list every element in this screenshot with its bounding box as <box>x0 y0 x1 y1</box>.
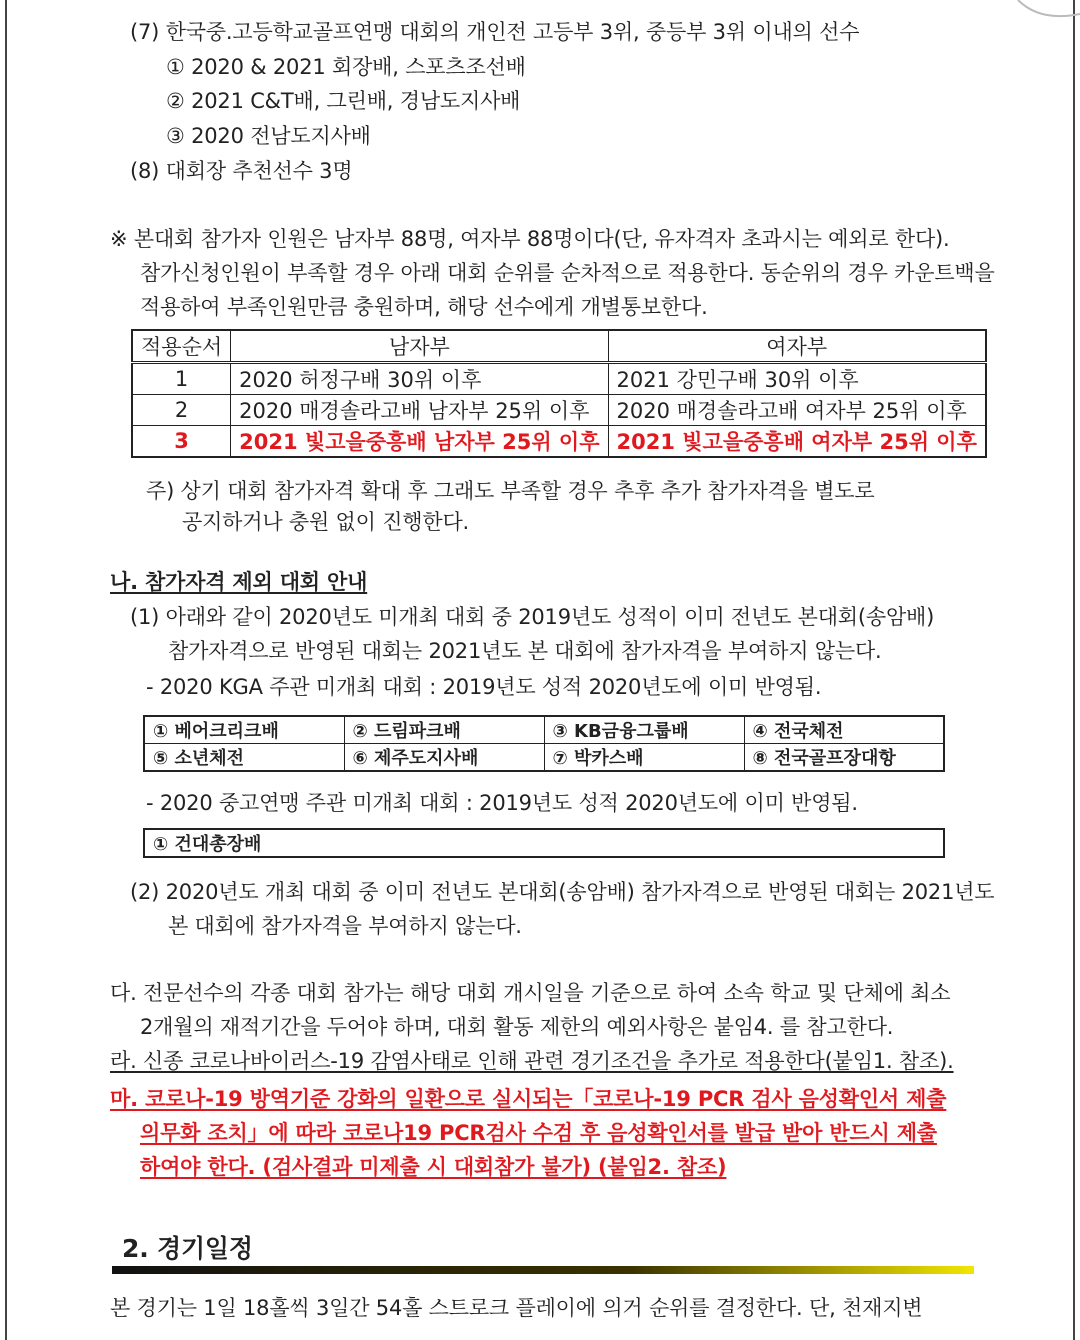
section-na-item-1-line-2: 참가자격으로 반영된 대회는 2021년도 본 대회에 참가자격을 부여하지 않는다. <box>168 639 882 663</box>
women-cell: 2021 강민구배 30위 이후 <box>608 363 986 395</box>
table-row <box>132 363 986 395</box>
section-heading-bar <box>112 1266 974 1274</box>
note-line-2: 참가신청인원이 부족할 경우 아래 대회 순위를 순차적으로 적용한다. 동순위의 경우 카운트백을 <box>140 261 995 285</box>
note-line-3: 적용하여 부족인원만큼 충원하며, 해당 선수에게 개별통보한다. <box>140 295 708 319</box>
kga-caption: - 2020 KGA 주관 미개최 대회 : 2019년도 성적 2020년도에 이미 반영됨. <box>146 675 822 699</box>
table-cell: ① 베어크리크배 <box>144 716 344 744</box>
section-na-item-1-line-1: (1) 아래와 같이 2020년도 미개최 대회 중 2019년도 성적이 이미 전년도 본대회(송암배) <box>130 605 935 629</box>
section-da-line-1: 다. 전문선수의 각종 대회 참가는 해당 대회 개시일을 기준으로 하여 소속 학교 및 단체에 최소 <box>110 981 951 1005</box>
men-cell: 2021 빛고을중흥배 남자부 25위 이후 <box>231 426 608 458</box>
table-cell: ⑦ 박카스배 <box>544 744 744 772</box>
table-row <box>144 744 944 772</box>
table-cell: ④ 전국체전 <box>744 716 944 744</box>
table-cell: ⑤ 소년체전 <box>144 744 344 772</box>
item-7-sub-3: ③ 2020 전남도지사배 <box>166 124 371 148</box>
header-men: 남자부 <box>231 330 608 363</box>
page-border-right <box>1073 0 1075 1340</box>
section-da-line-2: 2개월의 재적기간을 두어야 하며, 대회 활동 제한의 예외사항은 붙임4. 를 참고한다. <box>140 1015 894 1039</box>
application-order-table <box>131 329 987 458</box>
page-border-left <box>5 0 7 1340</box>
women-cell: 2020 매경솔라고배 여자부 25위 이후 <box>608 395 986 426</box>
item-8: (8) 대회장 추천선수 3명 <box>130 159 353 183</box>
men-cell: 2020 매경솔라고배 남자부 25위 이후 <box>231 395 608 426</box>
section-ma-line-3: 하여야 한다. (검사결과 미제출 시 대회참가 불가) (붙임2. 참조) <box>140 1155 727 1179</box>
order-cell: 2 <box>132 395 231 426</box>
section-ma-line-1: 마. 코로나-19 방역기준 강화의 일환으로 실시되는「코로나-19 PCR 검사 음성확인서 제출 <box>110 1087 947 1111</box>
section-2-heading: 2. 경기일정 <box>122 1234 253 1263</box>
kga-tournament-table <box>143 715 945 772</box>
order-cell: 3 <box>132 426 231 458</box>
table-cell: ① 건대총장배 <box>144 829 944 857</box>
jgy-tournament-table <box>143 828 945 858</box>
note-line-1: ※ 본대회 참가자 인원은 남자부 88명, 여자부 88명이다(단, 유자격자 초과시는 예외로 한다). <box>110 227 950 251</box>
table-row <box>144 716 944 744</box>
footnote-line-2: 공지하거나 충원 없이 진행한다. <box>182 510 470 534</box>
section-na-item-2-line-1: (2) 2020년도 개최 대회 중 이미 전년도 본대회(송암배) 참가자격으로 반영된 대회는 2021년도 <box>130 880 995 904</box>
header-order: 적용순서 <box>132 330 231 363</box>
men-cell: 2020 허정구배 30위 이후 <box>231 363 608 395</box>
table-cell: ⑧ 전국골프장대항 <box>744 744 944 772</box>
page-curl-icon <box>1010 0 1080 22</box>
jgy-caption: - 2020 중고연맹 주관 미개최 대회 : 2019년도 성적 2020년도에 이미 반영됨. <box>146 791 858 815</box>
table-header-row <box>132 330 986 363</box>
schedule-text: 본 경기는 1일 18홀씩 3일간 54홀 스트로크 플레이에 의거 순위를 결정한다. 단, 천재지변 <box>110 1296 923 1320</box>
section-na-heading: 나. 참가자격 제외 대회 안내 <box>110 570 368 594</box>
section-ma-line-2: 의무화 조치」에 따라 코로나19 PCR검사 수검 후 음성확인서를 발급 받아 반드시 제출 <box>140 1121 937 1145</box>
table-cell: ③ KB금융그룹배 <box>544 716 744 744</box>
item-7-sub-1: ① 2020 & 2021 회장배, 스포츠조선배 <box>166 55 526 79</box>
table-cell: ② 드림파크배 <box>344 716 544 744</box>
item-7: (7) 한국중.고등학교골프연맹 대회의 개인전 고등부 3위, 중등부 3위 이내의 선수 <box>130 20 860 44</box>
section-ra: 라. 신종 코로나바이러스-19 감염사태로 인해 관련 경기조건을 추가로 적용한다(붙임1. 참조). <box>110 1049 954 1073</box>
header-women: 여자부 <box>608 330 986 363</box>
table-cell: ⑥ 제주도지사배 <box>344 744 544 772</box>
order-cell: 1 <box>132 363 231 395</box>
item-7-sub-2: ② 2021 C&T배, 그린배, 경남도지사배 <box>166 89 521 113</box>
table-row <box>144 829 944 857</box>
women-cell: 2021 빛고을중흥배 여자부 25위 이후 <box>608 426 986 458</box>
section-na-item-2-line-2: 본 대회에 참가자격을 부여하지 않는다. <box>168 914 522 938</box>
table-row-highlighted <box>132 426 986 458</box>
footnote-line-1: 주) 상기 대회 참가자격 확대 후 그래도 부족할 경우 추후 추가 참가자격을 별도로 <box>146 479 875 503</box>
table-row <box>132 395 986 426</box>
